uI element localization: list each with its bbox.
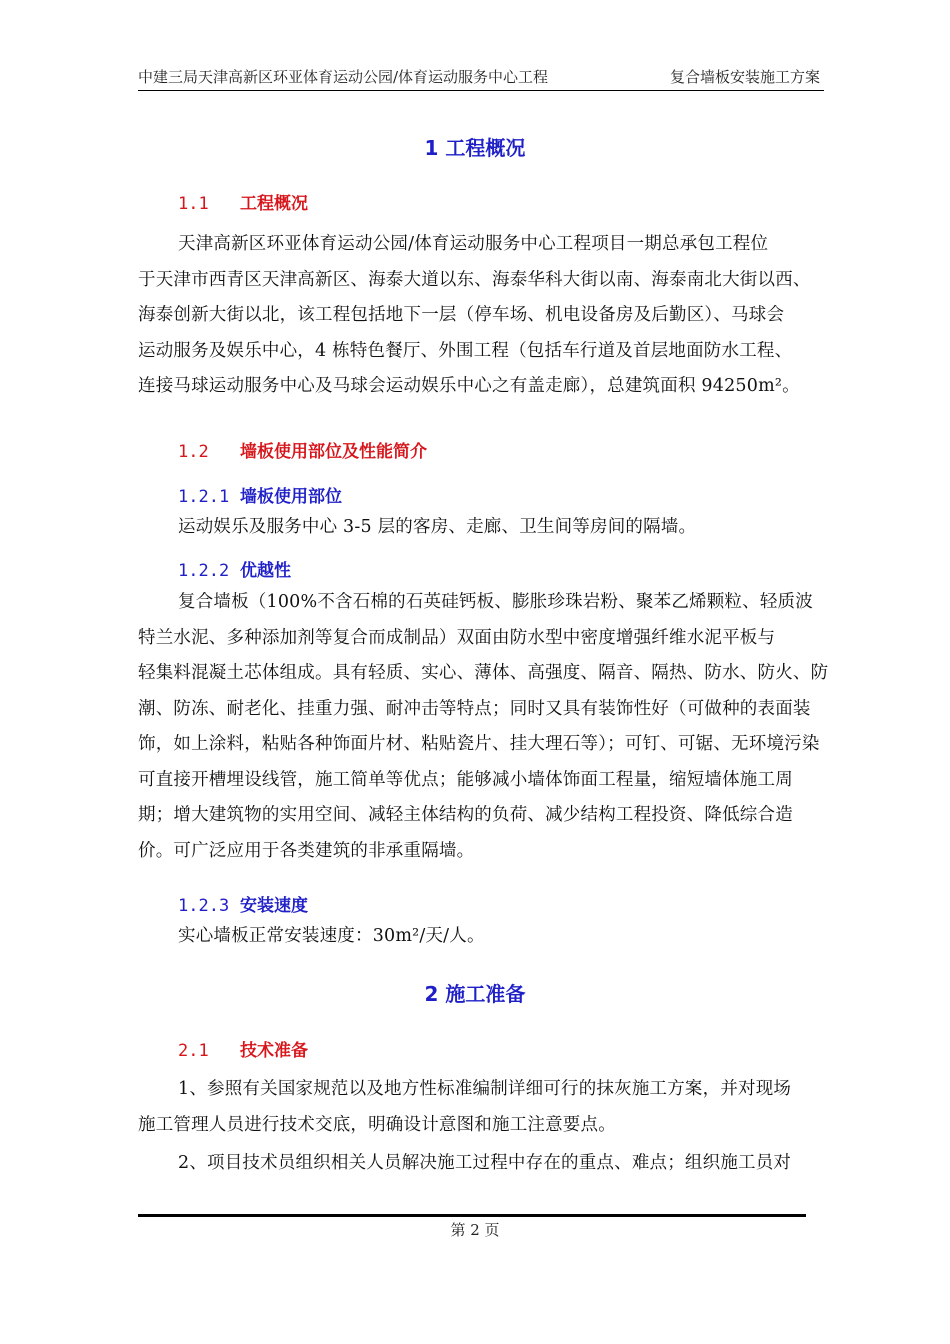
paragraph-line: 运动娱乐及服务中心 3-5 层的客房、走廊、卫生间等房间的隔墙。	[178, 517, 697, 537]
footer-rule	[138, 1214, 806, 1217]
section-title: 工程概况	[240, 194, 308, 214]
section-number: 1.2.1	[178, 487, 230, 507]
header-rule	[138, 90, 824, 91]
section-2-1-heading	[178, 1036, 308, 1061]
header-project-title: 中建三局天津高新区环亚体育运动公园/体育运动服务中心工程	[138, 68, 549, 86]
paragraph-line: 轻集料混凝土芯体组成。具有轻质、实心、薄体、高强度、隔音、隔热、防水、防火、防	[138, 663, 829, 683]
section-1-2-3-heading	[178, 891, 308, 916]
page-number: 第 2 页	[450, 1221, 500, 1239]
paragraph-line: 施工管理人员进行技术交底，明确设计意图和施工注意要点。	[138, 1114, 616, 1135]
paragraph-line: 潮、防冻、耐老化、挂重力强、耐冲击等特点；同时又具有装饰性好（可做种的表面装	[138, 698, 811, 719]
paragraph-line: 可直接开槽埋设线管，施工简单等优点；能够减小墙体饰面工程量，缩短墙体施工周	[138, 769, 793, 790]
paragraph-line: 复合墙板（100%不含石棉的石英硅钙板、膨胀珍珠岩粉、聚苯乙烯颗粒、轻质波	[178, 592, 813, 612]
paragraph-line: 2、项目技术员组织相关人员解决施工过程中存在的重点、难点；组织施工员对	[178, 1153, 792, 1173]
section-title: 技术准备	[240, 1041, 308, 1061]
section-number: 1.1	[178, 194, 209, 214]
paragraph-tech-prep-2	[138, 1146, 828, 1182]
section-number: 1.2.3	[178, 896, 230, 916]
paragraph-line: 期；增大建筑物的实用空间、减轻主体结构的负荷、减少结构工程投资、降低综合造	[138, 805, 793, 825]
paragraph-line: 特兰水泥、多种添加剂等复合而成制品）双面由防水型中密度增强纤维水泥平板与	[138, 627, 776, 648]
section-2-heading: 2 施工准备	[424, 982, 526, 1006]
paragraph-line: 1、参照有关国家规范以及地方性标准编制详细可行的抹灰施工方案，并对现场	[178, 1079, 792, 1099]
paragraph-line: 实心墙板正常安装速度：30m²/天/人。	[178, 926, 485, 946]
section-number: 1.2.2	[178, 561, 230, 581]
section-1-2-heading	[178, 437, 427, 462]
paragraph-line: 饰，如上涂料，粘贴各种饰面片材、粘贴瓷片、挂大理石等）；可钉、可锯、无环境污染	[138, 734, 820, 754]
paragraph-line: 天津高新区环亚体育运动公园/体育运动服务中心工程项目一期总承包工程位	[178, 234, 769, 254]
section-title: 墙板使用部位及性能简介	[240, 442, 427, 462]
section-title: 安装速度	[240, 896, 308, 916]
header-document-title: 复合墙板安装施工方案	[669, 68, 820, 86]
section-number: 1.2	[178, 442, 209, 462]
section-title: 优越性	[240, 561, 291, 581]
paragraph-usage-location	[138, 510, 828, 546]
paragraph-line: 于天津市西青区天津高新区、海泰大道以东、海泰华科大街以南、海泰南北大街以西、	[138, 269, 811, 290]
page-header	[138, 64, 824, 90]
section-1-1-heading	[178, 189, 308, 214]
section-1-2-1-heading	[178, 482, 342, 507]
paragraph-line: 连接马球运动服务中心及马球会运动娱乐中心之有盖走廊），总建筑面积 94250m²。	[138, 376, 800, 396]
paragraph-install-speed	[138, 919, 828, 955]
paragraph-line: 海泰创新大街以北，该工程包括地下一层（停车场、机电设备房及后勤区）、马球会	[138, 305, 785, 325]
section-1-2-2-heading	[178, 556, 291, 581]
section-1-heading: 1 工程概况	[424, 136, 526, 160]
paragraph-tech-prep-1	[138, 1072, 828, 1143]
section-title: 墙板使用部位	[240, 487, 342, 507]
paragraph-project-overview	[138, 227, 828, 405]
section-number: 2.1	[178, 1041, 209, 1061]
paragraph-line: 价。可广泛应用于各类建筑的非承重隔墙。	[138, 840, 475, 861]
paragraph-advantages	[138, 585, 828, 869]
paragraph-line: 运动服务及娱乐中心，4 栋特色餐厅、外围工程（包括车行道及首层地面防水工程、	[138, 340, 793, 361]
